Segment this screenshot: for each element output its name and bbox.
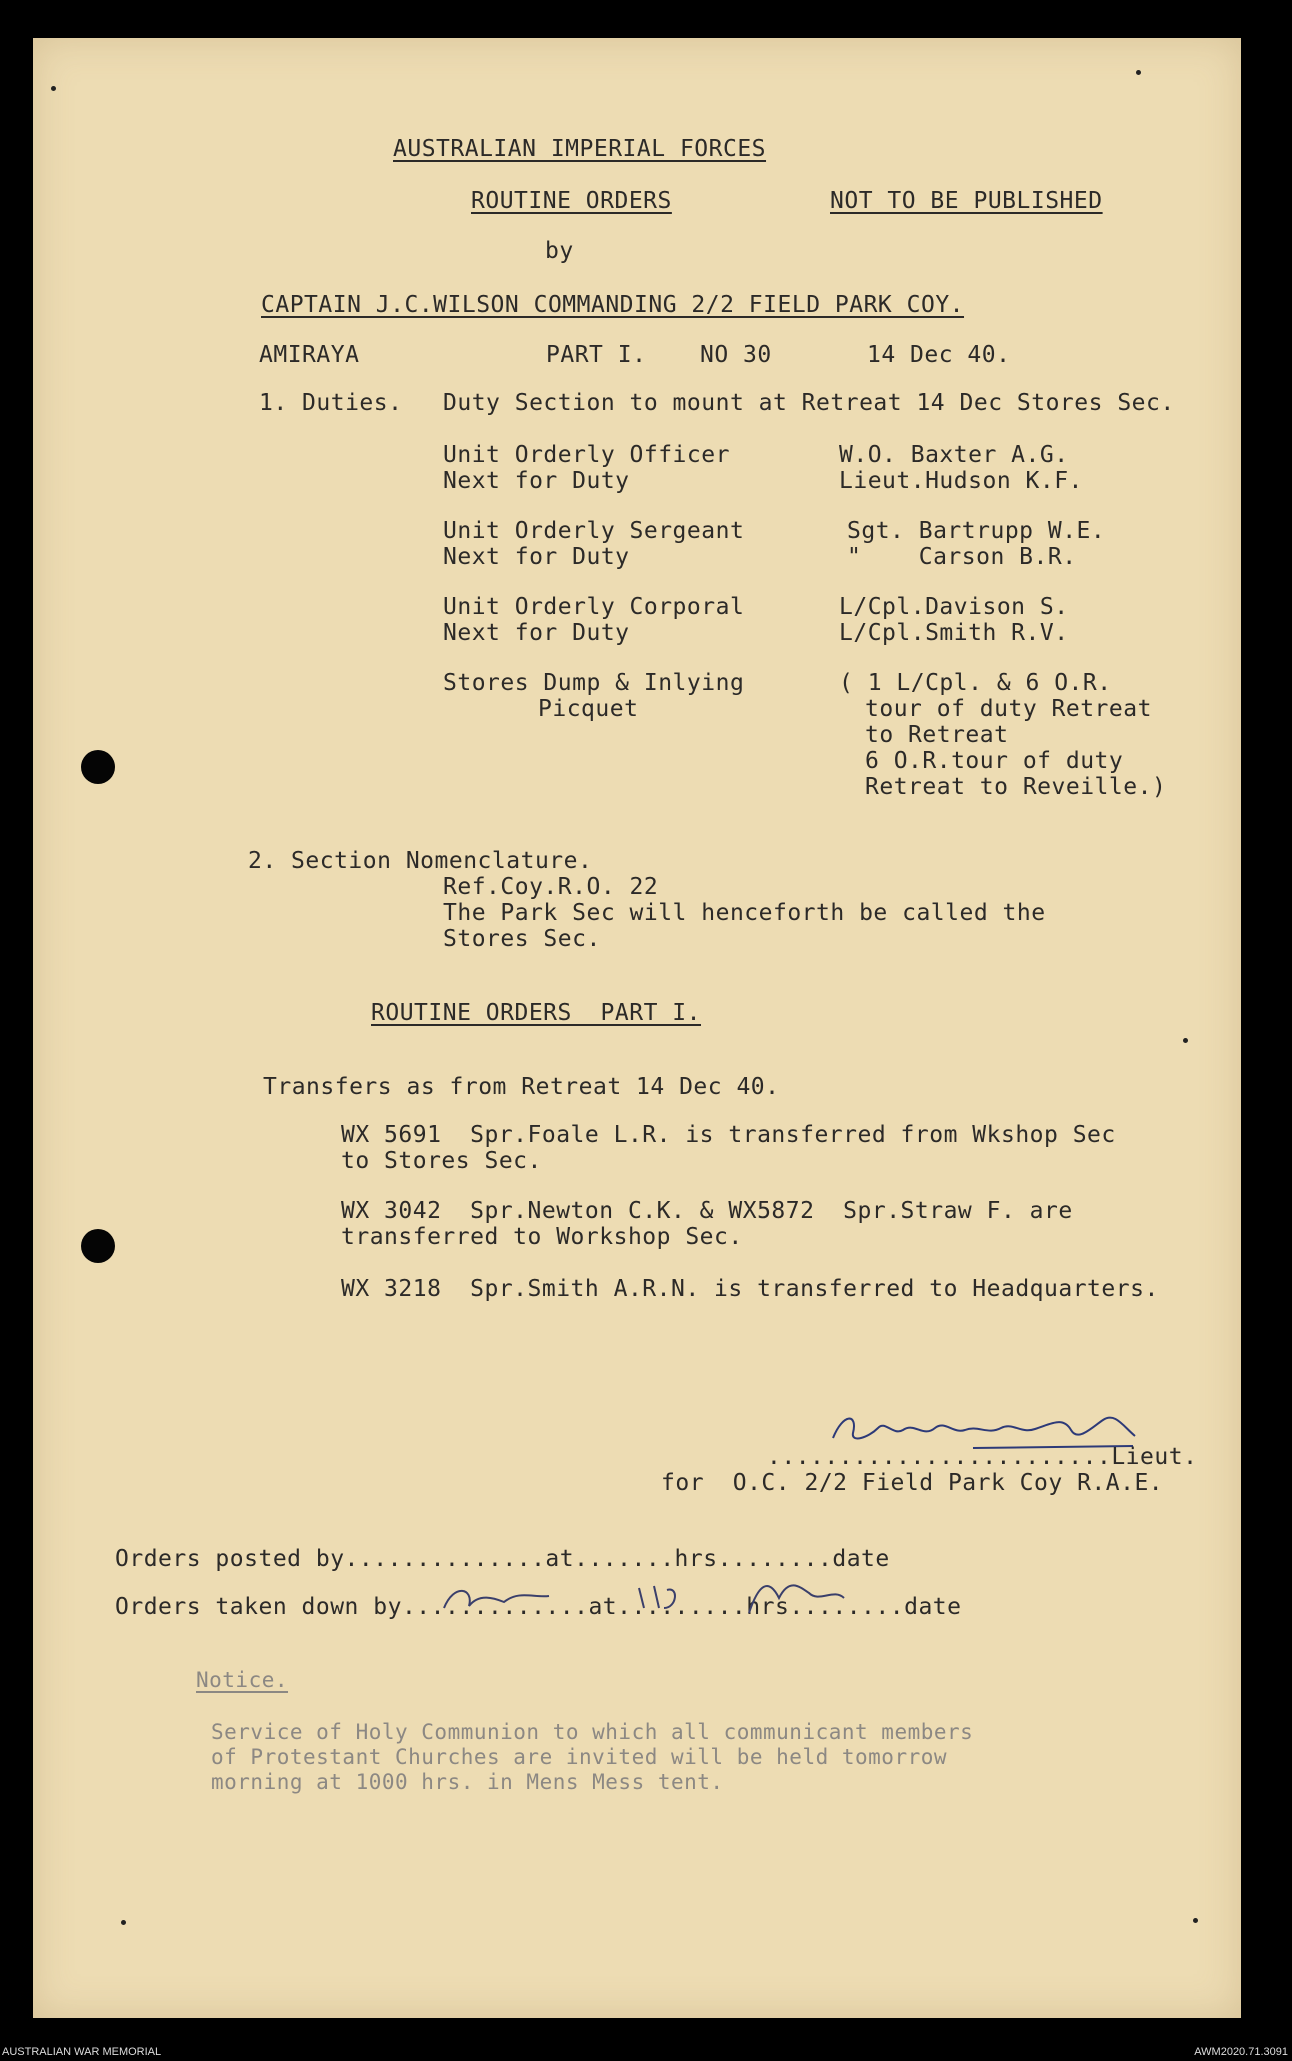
speck (51, 86, 56, 91)
transfer-line: transferred to Workshop Sec. (341, 1224, 743, 1250)
duties-label: 1. Duties. (259, 390, 403, 416)
handwritten-entry (439, 1568, 929, 1628)
duty-next-name: Lieut.Hudson K.F. (839, 468, 1083, 494)
order-number: NO 30 (700, 342, 772, 368)
section2-line: Ref.Coy.R.O. 22 (443, 874, 659, 900)
picquet-role: Stores Dump & Inlying (443, 670, 745, 696)
signature-line: ........................Lieut. (767, 1444, 1198, 1470)
duty-next-name: L/Cpl.Smith R.V. (839, 620, 1069, 646)
notice-line: morning at 1000 hrs. in Mens Mess tent. (211, 1770, 724, 1794)
transfer-line: to Stores Sec. (341, 1148, 542, 1174)
orders-title: ROUTINE ORDERS (471, 188, 672, 214)
duty-role: Unit Orderly Corporal (443, 594, 745, 620)
transfers-heading: Transfers as from Retreat 14 Dec 40. (263, 1074, 780, 1100)
document-sheet (33, 38, 1241, 2018)
punch-hole-bottom (81, 1229, 115, 1263)
commander-line: CAPTAIN J.C.WILSON COMMANDING 2/2 FIELD PARK COY. (261, 292, 965, 318)
restriction-note: NOT TO BE PUBLISHED (830, 188, 1103, 214)
order-date: 14 Dec 40. (867, 342, 1011, 368)
duty-next-label: Next for Duty (443, 620, 630, 646)
duty-next-name: " Carson B.R. (847, 544, 1077, 570)
duty-name: W.O. Baxter A.G. (839, 442, 1069, 468)
speck (1136, 70, 1141, 75)
notice-line: of Protestant Churches are invited will be held tomorrow (211, 1745, 948, 1769)
section2-line: The Park Sec will henceforth be called the (443, 900, 1046, 926)
orders-posted-line: Orders posted by..............at.......hrs........date (115, 1546, 890, 1572)
signature-for: for O.C. 2/2 Field Park Coy R.A.E. (661, 1470, 1164, 1496)
duty-next-label: Next for Duty (443, 544, 630, 570)
picquet-detail: 6 O.R.tour of duty (865, 748, 1124, 774)
duty-role: Unit Orderly Officer (443, 442, 730, 468)
transfer-line: WX 3042 Spr.Newton C.K. & WX5872 Spr.Straw F. are (341, 1198, 1073, 1224)
picquet-detail: tour of duty Retreat (865, 696, 1152, 722)
footer-right: AWM2020.71.3091 (1194, 2046, 1288, 2058)
orders-taken-line: Orders taken down by.............at.........hrs........date (115, 1594, 962, 1620)
speck (1193, 1918, 1198, 1923)
duty-next-label: Next for Duty (443, 468, 630, 494)
picquet-role-cont: Picquet (538, 696, 639, 722)
routine-orders-part: ROUTINE ORDERS PART I. (371, 1000, 701, 1026)
force-heading: AUSTRALIAN IMPERIAL FORCES (393, 136, 767, 162)
footer-left: AUSTRALIAN WAR MEMORIAL (2, 2046, 162, 2058)
speck (1183, 1038, 1188, 1043)
duties-intro: Duty Section to mount at Retreat 14 Dec Stores Sec. (443, 390, 1175, 416)
section2-line: Stores Sec. (443, 926, 601, 952)
duty-role: Unit Orderly Sergeant (443, 518, 745, 544)
picquet-detail: ( 1 L/Cpl. & 6 O.R. (839, 670, 1112, 696)
duty-name: L/Cpl.Davison S. (839, 594, 1069, 620)
notice-title: Notice. (196, 1668, 289, 1692)
notice-line: Service of Holy Communion to which all communicant members (211, 1720, 974, 1744)
picquet-detail: to Retreat (865, 722, 1009, 748)
by-line: by (545, 238, 574, 264)
speck (121, 1920, 126, 1925)
transfer-line: WX 3218 Spr.Smith A.R.N. is transferred to Headquarters. (341, 1276, 1159, 1302)
picquet-detail: Retreat to Reveille.) (865, 774, 1167, 800)
part-number: PART I. (546, 342, 647, 368)
duty-name: Sgt. Bartrupp W.E. (847, 518, 1106, 544)
punch-hole-top (81, 750, 115, 784)
transfer-line: WX 5691 Spr.Foale L.R. is transferred from Wkshop Sec (341, 1122, 1116, 1148)
section2-label: 2. Section Nomenclature. (248, 848, 593, 874)
location: AMIRAYA (259, 342, 360, 368)
